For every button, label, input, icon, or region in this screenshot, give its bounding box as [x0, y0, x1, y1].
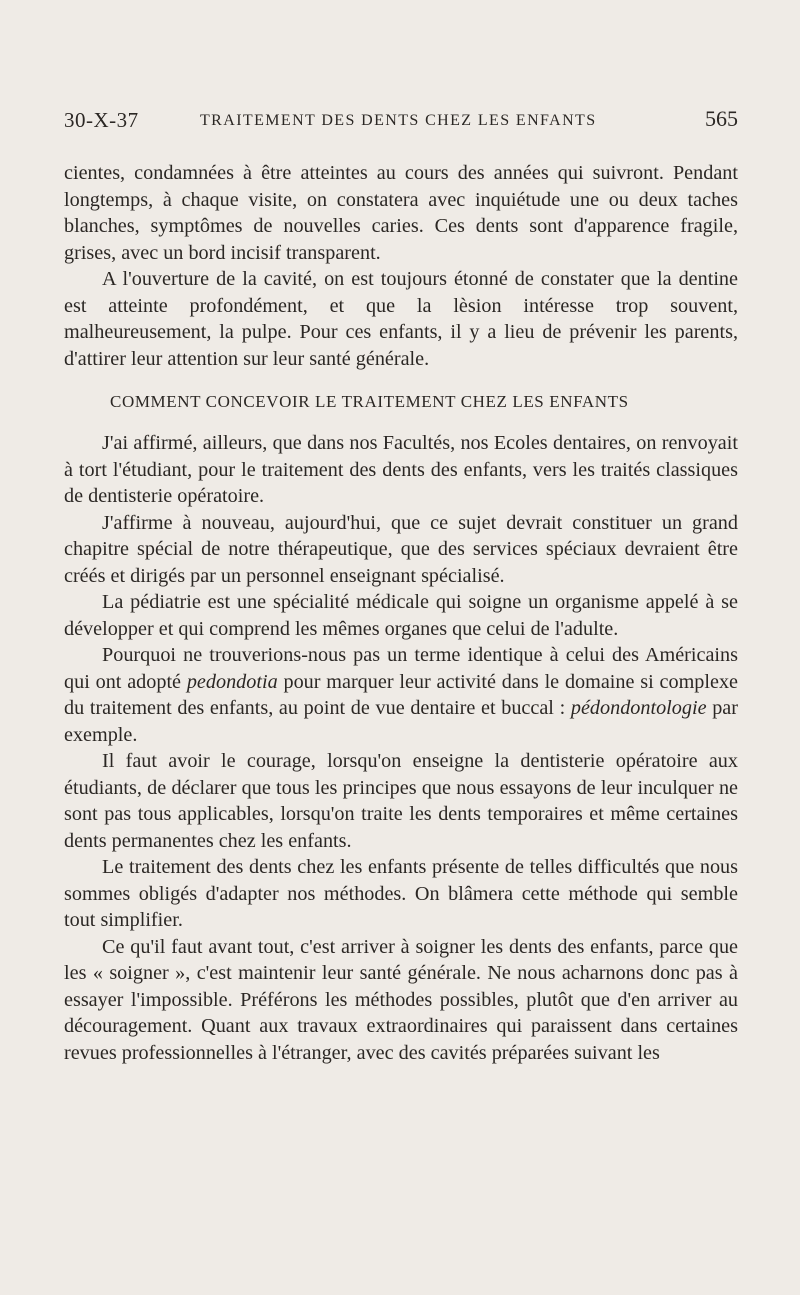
paragraph: La pédiatrie est une spécialité médicale qui soigne un organisme appelé à se développer et qui comprend les mêmes organes que celui de l'adulte.	[64, 591, 738, 640]
paragraph: J'affirme à nouveau, aujourd'hui, que ce sujet devrait constituer un grand chapitre spécial de notre thérapeutique, que des services spéciaux devraient être créés et dirigés par un personnel enseignant spécialisé.	[64, 511, 738, 587]
page-number: 565	[705, 106, 738, 131]
paragraph: Le traitement des dents chez les enfants présente de telles difficultés que nous sommes obligés d'adapter nos méthodes. On blâmera cette méthode qui semble tout simplifier.	[64, 856, 738, 931]
paragraph	[64, 642, 738, 748]
paragraph-text: Pourquoi ne trouverions-nous pas un terme identique à celui des Américains qui ont adopté	[64, 644, 738, 693]
paragraph: Il faut avoir le courage, lorsqu'on enseigne la dentisterie opératoire aux étudiants, de déclarer que tous les principes que nous essayons de leur inculquer ne sont pas tous applicables, lorsqu'on traite les dents temporaires et même certaines dents permanentes chez les enfants.	[64, 750, 738, 852]
paragraph-text: par exemple.	[64, 697, 738, 746]
italic-term: pédondontologie	[570, 697, 707, 719]
paragraph: J'ai affirmé, ailleurs, que dans nos Facultés, nos Ecoles dentaires, on renvoyait à tort l'étudiant, pour le traitement des dents des enfants, vers les traités classiques de dentisterie opératoire.	[64, 432, 738, 507]
section-heading: COMMENT CONCEVOIR LE TRAITEMENT CHEZ LES ENFANTS	[110, 392, 629, 411]
paragraph-text: pour marquer leur activité dans le domaine si complexe du traitement des enfants, au point de vue dentaire et buccal :	[64, 670, 739, 719]
paragraph: A l'ouverture de la cavité, on est toujours étonné de constater que la dentine est atteinte profondément, et que la lèsion intéresse trop souvent, malheureusement, la pulpe. Pour ces enfants, il y a lieu de prévenir les parents, d'attirer leur attention sur leur santé générale.	[64, 268, 738, 370]
body-text	[64, 160, 738, 1066]
running-header	[64, 104, 738, 138]
paragraph: Ce qu'il faut avant tout, c'est arriver à soigner les dents des enfants, parce que les « soigner », c'est maintenir leur santé générale. Ne nous acharnons donc pas à essayer l'impossible. Préférons les méthodes possibles, plutôt que d'en arriver au découragement. Quant aux travaux extraordinaires qui paraissent dans certaines revues professionnelles à l'étranger, avec des cavités préparées suivant les	[64, 935, 738, 1064]
header-date: 30-X-37	[64, 108, 139, 132]
italic-term: pedondotia	[186, 670, 278, 693]
header-title: TRAITEMENT DES DENTS CHEZ LES ENFANTS	[200, 112, 597, 129]
paragraph: cientes, condamnées à être atteintes au cours des années qui suivront. Pendant longtemps, à chaque visite, on constatera avec inquiétude une ou deux taches blanches, symptômes de nouvelles caries. Ces dents sont d'apparence fragile, grises, avec un bord incisif transparent.	[64, 162, 738, 264]
